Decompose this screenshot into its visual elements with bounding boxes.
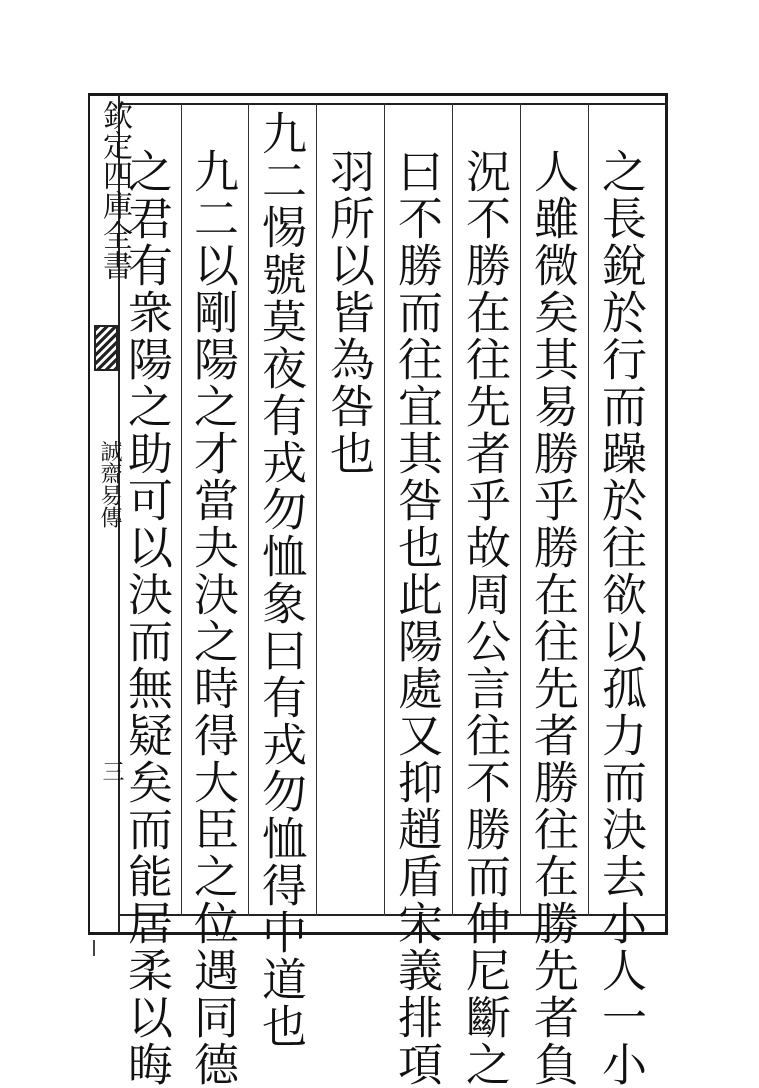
text-column-4: 曰不勝而往宜其咎也此陽處又抑趙盾宋義排項: [390, 148, 443, 1088]
text-column-2: 人雖微矣其易勝乎勝在往先者勝往在勝先者負: [526, 148, 579, 1088]
column-rule: [384, 103, 385, 916]
column-rule: [316, 103, 317, 916]
fish-tail-mark: [94, 325, 118, 371]
column-rule: [588, 103, 589, 916]
top-rule: [120, 103, 668, 105]
margin-page-number: 三: [99, 760, 124, 782]
column-rule: [181, 103, 182, 916]
page-border: [88, 93, 668, 935]
text-column-5: 羽所以皆為咎也: [322, 148, 375, 477]
column-rule: [520, 103, 521, 916]
text-column-8: 之君有衆陽之助可以決而無疑矣而能居柔以晦: [120, 148, 173, 1088]
column-rule: [248, 103, 249, 916]
column-rule: [452, 103, 453, 916]
scan-mark: [93, 940, 95, 956]
text-column-1: 之長銳於行而躁於往欲以孤力而決去小人一小: [594, 148, 647, 1088]
margin-title: 欽定四庫全書: [97, 100, 132, 280]
text-column-7: 九二以剛陽之才當夬決之時得大臣之位遇同德: [186, 148, 239, 1088]
text-column-6: 九二惕號莫夜有戎勿恤象曰有戎勿恤得中道也: [254, 110, 307, 1050]
text-column-3: 況不勝在往先者乎故周公言往不勝而仲尼斷之: [458, 148, 511, 1088]
margin-book-title: 誠齋易傳: [97, 440, 122, 528]
